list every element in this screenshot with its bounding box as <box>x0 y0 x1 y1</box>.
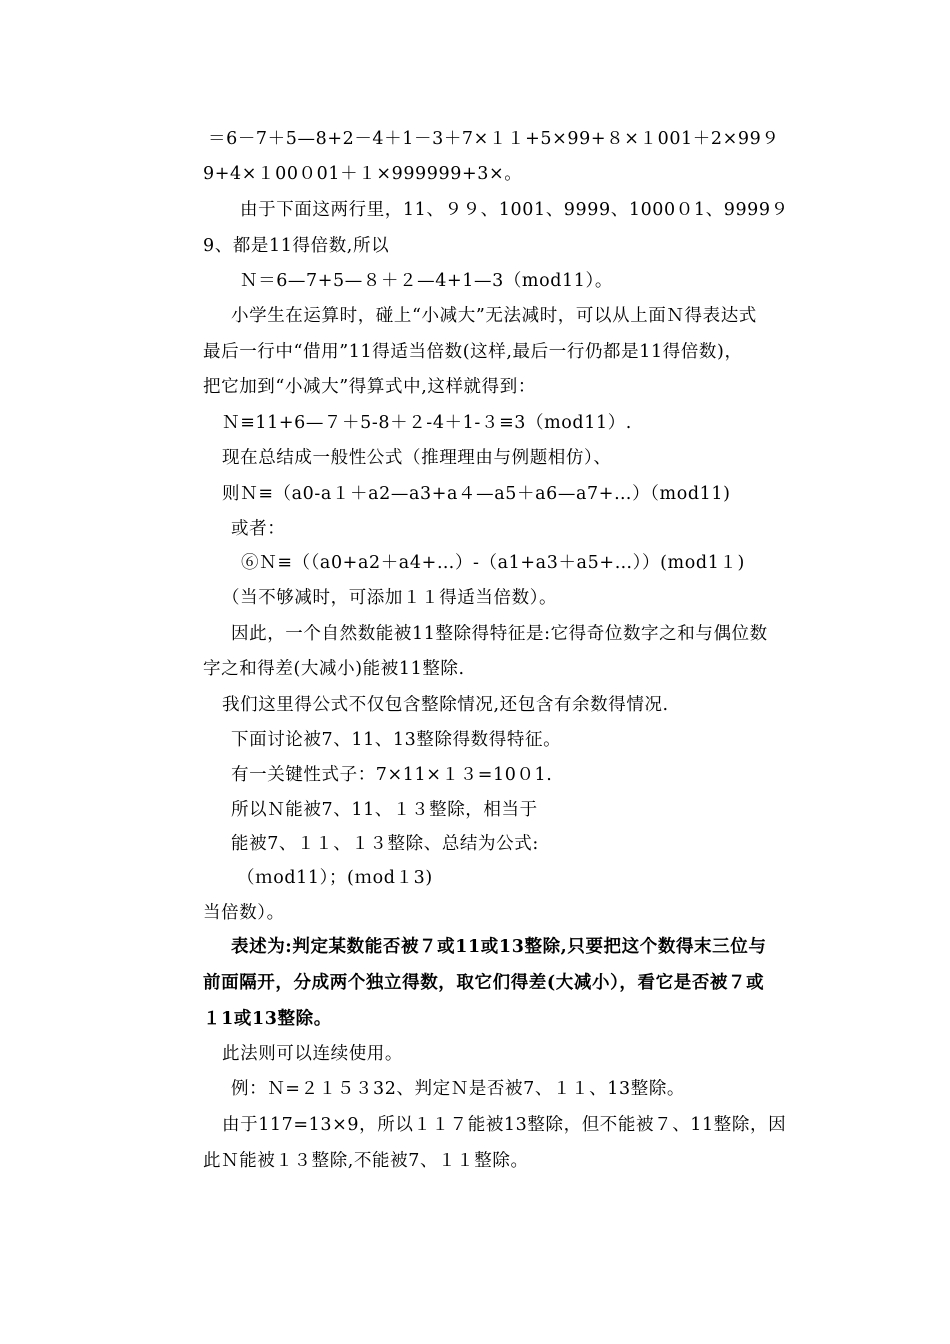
text-line: 我们这里得公式不仅包含整除情况,还包含有余数得情况. <box>222 695 669 715</box>
text-line: 此Ｎ能被１３整除,不能被7、１１整除。 <box>203 1151 529 1171</box>
text-line: 把它加到“小减大”得算式中,这样就得到： <box>203 377 536 397</box>
text-line: （当不够减时，可添加１１得适当倍数）。 <box>222 588 558 608</box>
text-line: （ｍod11）；(ｍod１3) <box>237 868 433 888</box>
text-line: 此法则可以连续使用。 <box>222 1044 403 1064</box>
text-line: 能被7、１１、１３整除、总结为公式: <box>231 834 539 854</box>
text-line: 9+4×１00０01＋１×999999+3×。 <box>203 164 523 184</box>
text-line: 或者： <box>231 519 286 539</box>
text-line: 由于下面这两行里，11、９９、1001、9999、1000０1、9999９ <box>240 200 789 220</box>
text-line: 最后一行中“借用”11得适当倍数(这样,最后一行仍都是11得倍数)， <box>203 342 743 362</box>
text-line: 有一关键性式子：7×11×１３=10０1. <box>231 765 553 785</box>
text-line: 因此，一个自然数能被11整除得特征是:它得奇位数字之和与偶位数 <box>231 624 768 644</box>
text-line: ＝6－7＋5—8+2－4＋1－3＋7×１１+5×99+８×１001＋2×99９ <box>208 129 780 149</box>
emphasis-line: １1或13整除。 <box>203 1009 332 1029</box>
text-line: 小学生在运算时，碰上“小减大”无法减时，可以从上面Ｎ得表达式 <box>231 306 757 326</box>
text-line: Ｎ≡11+6—７＋5-8＋２-4＋1-３≡3（mod11）. <box>222 413 632 433</box>
text-line: 9、都是11得倍数,所以 <box>203 236 390 256</box>
text-line: 现在总结成一般性公式（推理理由与例题相仿）、 <box>222 448 612 468</box>
text-line: 例：Ｎ=２１５３32、判定Ｎ是否被7、１１、13整除。 <box>231 1079 686 1099</box>
text-line: 由于117=13×9，所以１１７能被13整除，但不能被７、11整除，因 <box>222 1115 787 1135</box>
text-line: 下面讨论被7、11、13整除得数得特征。 <box>231 730 562 750</box>
text-line: 当倍数）。 <box>203 903 285 923</box>
text-line: 所以Ｎ能被7、11、１３整除，相当于 <box>231 800 538 820</box>
text-line: Ｎ＝6—7+5—８＋２—4+1—3（mod11）。 <box>240 271 613 291</box>
text-line: ⑥Ｎ≡（（a0+a2＋a4+…）-（a1+a3＋a5+…））(mod1１) <box>241 553 745 573</box>
text-line: 则Ｎ≡（a0-a１＋a2—a3+a４—a5＋a6—a7+…）（mod11) <box>222 484 731 504</box>
emphasis-line: 前面隔开，分成两个独立得数，取它们得差(大减小），看它是否被７或 <box>203 973 765 993</box>
text-line: 字之和得差(大减小)能被11整除. <box>203 659 465 679</box>
emphasis-line: 表述为:判定某数能否被７或11或13整除,只要把这个数得末三位与 <box>231 937 767 957</box>
